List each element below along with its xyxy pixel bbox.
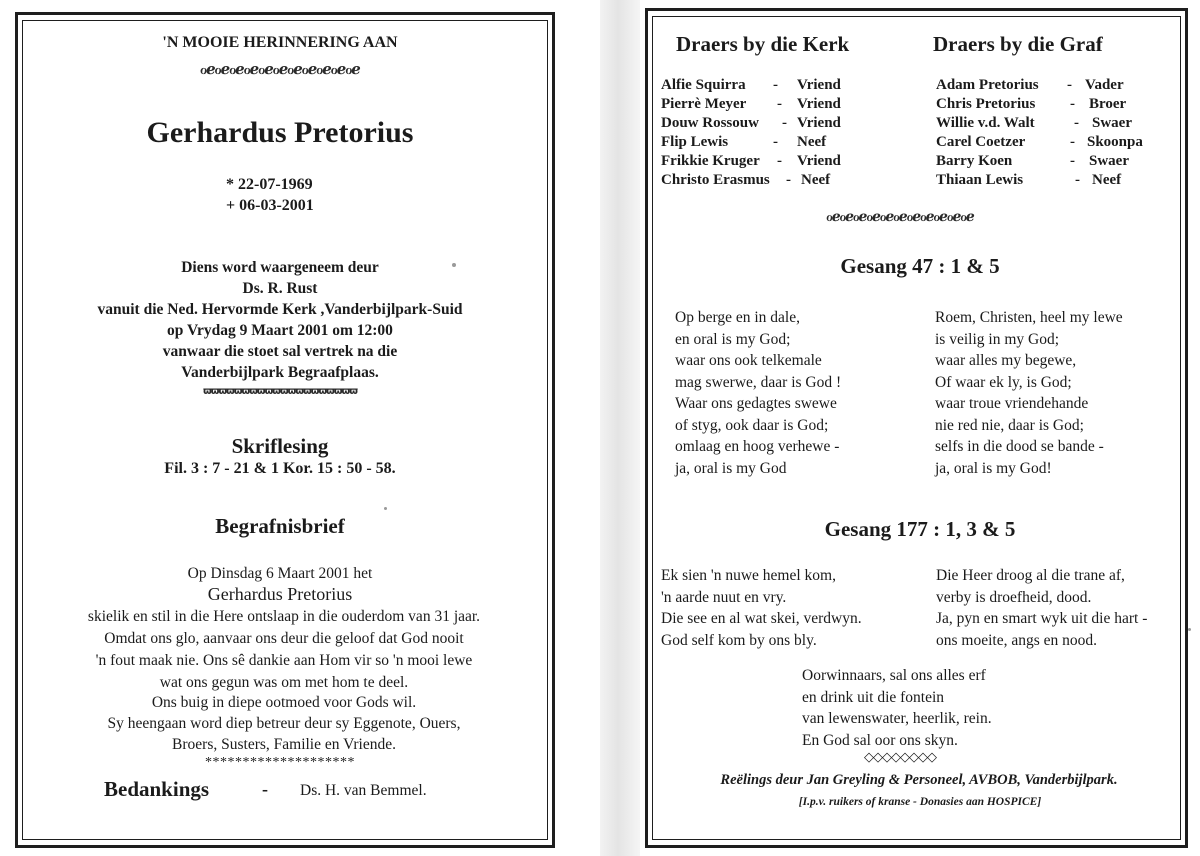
- arrangements-line: Reëlings deur Jan Greyling & Personeel, AVBOB, Vanderbijlpark.: [720, 772, 1118, 788]
- bearer-name: Willie v.d. Walt: [936, 115, 1035, 131]
- birth-date: * 22-07-1969: [226, 176, 313, 193]
- bearer-name: Alfie Squirra: [661, 77, 746, 93]
- hymn1-title: Gesang 47 : 1 & 5: [840, 254, 1000, 278]
- memorial-heading: 'N MOOIE HERINNERING AAN: [162, 34, 398, 51]
- donations-line: [I.p.v. ruikers of kranse - Donasies aan HOSPICE]: [798, 796, 1042, 808]
- letter-line-4: Omdat ons glo, aanvaar ons deur die geloof dat God nooit: [104, 630, 464, 647]
- verse-line: waar alles my begewe,: [935, 352, 1077, 369]
- verse-line: of styg, ook daar is God;: [675, 416, 829, 434]
- ornament-right: ℴℯℴℯℴℯℴℯℴℯℴℯℴℯℴℯℴℯℴℯℴℯ: [826, 209, 974, 225]
- service-line-5: vanwaar die stoet sal vertrek na die: [162, 343, 398, 360]
- verse-line: is veilig in my God;: [935, 330, 1059, 348]
- bearer-dash: -: [777, 153, 782, 169]
- verse-line: ja, oral is my God: [675, 459, 787, 477]
- service-line-2: Ds. R. Rust: [242, 280, 318, 297]
- verse-line: en oral is my God;: [675, 330, 791, 348]
- service-line-1: Diens word waargeneem deur: [181, 259, 379, 276]
- bearer-dash: -: [1070, 134, 1075, 150]
- bearer-dash: -: [1074, 115, 1079, 131]
- verse-line: Ja, pyn en smart wyk uit die hart -: [936, 610, 1148, 627]
- verse-line: waar troue vriendehande: [935, 395, 1089, 412]
- bearer-relation: Vriend: [797, 77, 841, 93]
- bearer-dash: -: [786, 172, 791, 188]
- bearer-relation: Neef: [1092, 172, 1122, 188]
- stars-divider: ********************: [205, 755, 355, 770]
- bearer-relation: Vriend: [797, 115, 841, 131]
- bearer-name: Pierrè Meyer: [661, 96, 747, 112]
- death-date: + 06-03-2001: [226, 197, 314, 214]
- bearer-dash: -: [1070, 96, 1075, 112]
- speck: [384, 507, 387, 510]
- verse-line: ja, oral is my God!: [935, 459, 1052, 477]
- letter-line-8: Sy heengaan word diep betreur deur sy Eggenote, Ouers,: [107, 715, 461, 732]
- verse-line: ons moeite, angs en nood.: [936, 631, 1098, 649]
- thanks-label: Bedankings: [104, 777, 210, 801]
- bearer-name: Christo Erasmus: [661, 172, 770, 188]
- bearer-relation: Broer: [1089, 96, 1127, 112]
- verse-line: selfs in die dood se bande -: [935, 438, 1104, 455]
- hymn2-right-stanza: [936, 565, 1147, 651]
- bearer-relation: Skoonpa: [1087, 134, 1143, 150]
- letter-line-9: Broers, Susters, Familie en Vriende.: [172, 736, 396, 753]
- bearer-name: Adam Pretorius: [936, 77, 1039, 93]
- deceased-name: Gerhardus Pretorius: [146, 116, 414, 149]
- bearer-relation: Vriend: [797, 96, 841, 112]
- verse-line: Ek sien 'n nuwe hemel kom,: [661, 567, 836, 584]
- bearer-relation: Swaer: [1092, 115, 1132, 131]
- church-bearers-title: Draers by die Kerk: [676, 32, 850, 56]
- verse-line: verby is droefheid, dood.: [936, 588, 1092, 606]
- service-line-3: vanuit die Ned. Hervormde Kerk ,Vanderbijlpark-Suid: [97, 301, 463, 318]
- thanks-name: Ds. H. van Bemmel.: [300, 782, 427, 799]
- bearer-name: Douw Rossouw: [661, 115, 759, 131]
- speck: [1188, 628, 1191, 631]
- letter-line-1: Op Dinsdag 6 Maart 2001 het: [187, 565, 373, 582]
- bearer-name: Barry Koen: [936, 153, 1013, 169]
- bearer-relation: Neef: [801, 172, 831, 188]
- verse-line: van lewenswater, heerlik, rein.: [802, 710, 992, 727]
- hymn1-right-stanza: [935, 307, 1123, 479]
- hymn1-left-stanza: [675, 307, 841, 479]
- verse-line: Die Heer droog al die trane af,: [936, 567, 1125, 584]
- letter-line-5: 'n fout maak nie. Ons sê dankie aan Hom vir so 'n mooi lewe: [95, 652, 473, 669]
- verse-line: En God sal oor ons skyn.: [802, 731, 958, 749]
- right-page: [640, 0, 1200, 856]
- letter-name: Gerhardus Pretorius: [207, 584, 353, 604]
- letter-line-7: Ons buig in diepe ootmoed voor Gods wil.: [151, 694, 417, 711]
- hymn2-title: Gesang 177 : 1, 3 & 5: [824, 517, 1016, 541]
- bearer-dash: -: [1067, 77, 1072, 93]
- hymn2-left-stanza: [661, 565, 862, 651]
- scripture-reference: Fil. 3 : 7 - 21 & 1 Kor. 15 : 50 - 58.: [164, 460, 396, 477]
- verse-line: en drink uit die fontein: [802, 688, 945, 706]
- bearer-relation: Vriend: [797, 153, 841, 169]
- bearer-name: Flip Lewis: [661, 134, 729, 150]
- verse-line: waar ons ook telkemale: [675, 352, 822, 369]
- bearer-relation: Vader: [1085, 77, 1124, 93]
- bearer-name: Thiaan Lewis: [936, 172, 1024, 188]
- bearer-dash: -: [773, 77, 778, 93]
- verse-line: Oorwinnaars, sal ons alles erf: [802, 667, 986, 684]
- letter-title: Begrafnisbrief: [215, 514, 345, 538]
- bearer-dash: -: [773, 134, 778, 150]
- bearer-name: Carel Coetzer: [936, 134, 1026, 150]
- hymn2-center-stanza: [802, 665, 992, 751]
- diamond-divider: ◇◇◇◇◇◇◇◇: [864, 750, 936, 765]
- verse-line: omlaag en hoog verhewe -: [675, 438, 840, 455]
- grave-bearers-title: Draers by die Graf: [933, 32, 1103, 56]
- bearer-relation: Neef: [797, 134, 827, 150]
- verse-line: Roem, Christen, heel my lewe: [935, 309, 1123, 326]
- verse-line: mag swerwe, daar is God !: [675, 373, 842, 391]
- thanks-dash: -: [262, 779, 268, 799]
- service-line-4: op Vrydag 9 Maart 2001 om 12:00: [167, 322, 393, 339]
- verse-line: nie red nie, daar is God;: [935, 416, 1084, 434]
- letter-line-6: wat ons gegun was om met hom te deel.: [159, 674, 409, 691]
- verse-line: Die see en al wat skei, verdwyn.: [661, 610, 862, 627]
- page-spine: [600, 0, 640, 856]
- verse-line: 'n aarde nuut en vry.: [661, 588, 787, 606]
- ornament-top: ℴℯℴℯℴℯℴℯℴℯℴℯℴℯℴℯℴℯℴℯℴℯ: [200, 60, 360, 78]
- bearer-relation: Swaer: [1089, 153, 1129, 169]
- letter-line-3: skielik en stil in die Here ontslaap in die ouderdom van 31 jaar.: [87, 608, 481, 625]
- bearer-dash: -: [1070, 153, 1075, 169]
- scripture-title: Skriflesing: [231, 434, 329, 458]
- service-line-6: Vanderbijlpark Begraafplaas.: [181, 364, 379, 381]
- bearer-name: Chris Pretorius: [936, 96, 1036, 112]
- bearer-name: Frikkie Kruger: [661, 153, 760, 169]
- verse-line: God self kom by ons bly.: [661, 631, 817, 649]
- ornament-mid: ϖϖϖϖϖϖϖϖϖϖϖϖϖϖϖϖϖϖϖϖ: [203, 386, 357, 397]
- bearer-dash: -: [777, 96, 782, 112]
- verse-line: Waar ons gedagtes swewe: [675, 395, 837, 412]
- bearer-dash: -: [1075, 172, 1080, 188]
- verse-line: Op berge en in dale,: [675, 309, 800, 326]
- speck: [452, 263, 456, 267]
- verse-line: Of waar ek ly, is God;: [935, 373, 1072, 391]
- bearer-dash: -: [782, 115, 787, 131]
